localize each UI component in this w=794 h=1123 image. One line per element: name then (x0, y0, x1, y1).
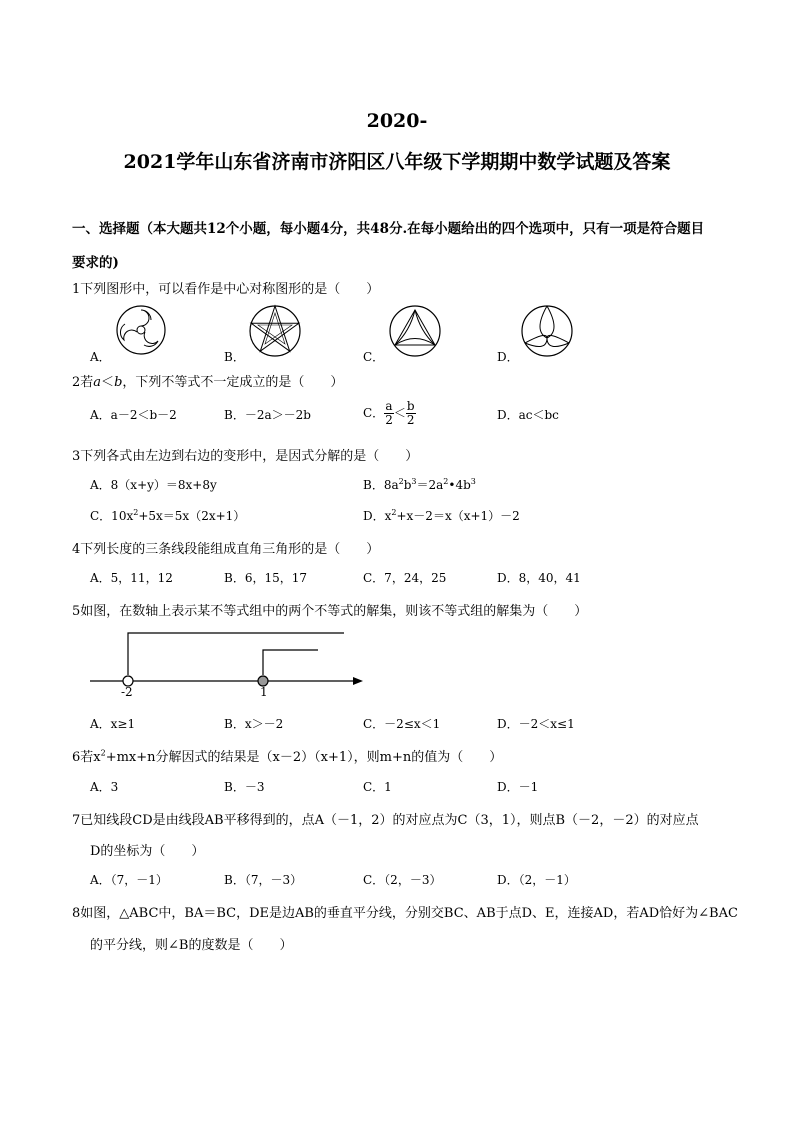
section-heading-line-1: 一、选择题（本大题共12个小题，每小题4分，共48分.在每小题给出的四个选项中，只有一项是符合题目 (72, 221, 705, 237)
q1-option-c: C． (363, 350, 385, 364)
q2-option-a: A．a－2＜b－2 (90, 408, 177, 422)
section-heading-line-2: 要求的) (72, 255, 119, 271)
q3-option-b: B．$8a^2b^3=2a^2•4b^3$ (363, 477, 476, 492)
q7-option-c: C．（2，－3） (363, 873, 442, 887)
q3-stem: 3下列各式由左边到右边的变形中，是因式分解的是（ ） (72, 449, 419, 464)
q1-stem: 1下列图形中，可以看作是中心对称图形的是（ ） (72, 282, 380, 297)
q4-option-b: B．6，15，17 (224, 571, 307, 585)
q6-option-d: D．－1 (497, 780, 539, 794)
q7-option-d: D．（2，－1） (497, 873, 576, 887)
q7-stem-line-2: D的坐标为（ ） (90, 844, 205, 859)
q3-option-d: D．$x^2+x-2=x(x+1)-2$ (363, 508, 520, 523)
q6-stem: 6若$x^2+mx+n$分解因式的结果是（x－2）（x+1），则m+n的值为（ ） (72, 748, 503, 765)
q4-stem: 4下列长度的三条线段能组成直角三角形的是（ ） (72, 542, 380, 557)
q5-stem: 5如图，在数轴上表示某不等式组中的两个不等式的解集，则该不等式组的解集为（ ） (72, 604, 588, 619)
q5-axis-label-left: -2 (121, 685, 133, 699)
q5-option-b: B．x＞－2 (224, 717, 284, 731)
q4-option-a: A．5，11，12 (90, 571, 173, 585)
q2-option-d: D．ac＜bc (497, 408, 559, 422)
q3-option-c: C．$10x^2+5x=5x(2x+1)$ (90, 508, 246, 523)
title-line-1: 2020- (366, 110, 428, 132)
q4-option-d: D．8，40，41 (497, 571, 581, 585)
q7-option-b: B．（7，－3） (224, 873, 303, 887)
q7-option-a: A．（7，－1） (90, 873, 168, 887)
q8-stem-line-2: 的平分线，则∠B的度数是（ ） (90, 938, 293, 953)
q1-figure-c (388, 304, 442, 358)
q1-figure-b (248, 304, 302, 358)
q5-option-d: D．－2＜x≤1 (497, 717, 575, 731)
q6-option-b: B．－3 (224, 780, 265, 794)
q1-option-d: D． (497, 350, 519, 364)
q5-option-c: C．－2≤x＜1 (363, 717, 441, 731)
q7-stem-line-1: 7已知线段CD是由线段AB平移得到的，点A（－1，2）的对应点为C（3，1），则点B（－2，－2）的对应点 (72, 813, 699, 828)
q5-axis-label-right: 1 (260, 685, 268, 699)
q1-option-b: B． (224, 350, 245, 364)
q3-option-a: A．8（x+y）＝8x+8y (90, 478, 217, 492)
q2-stem: 2若a＜b，下列不等式不一定成立的是（ ） (72, 375, 344, 390)
q6-option-a: A．3 (90, 780, 119, 794)
title-line-2: 2021学年山东省济南市济阳区八年级下学期期中数学试题及答案 (123, 151, 671, 173)
q1-option-a: A． (90, 350, 111, 364)
q1-figure-a (115, 304, 167, 356)
q2-option-b: B．－2a＞－2b (224, 408, 311, 422)
q4-option-c: C．7，24，25 (363, 571, 447, 585)
q8-stem-line-1: 8如图，△ABC中，BA＝BC，DE是边AB的垂直平分线，分别交BC、AB于点D、E，连接AD，若AD恰好为∠BAC (72, 906, 738, 921)
q6-option-c: C．1 (363, 780, 392, 794)
q2-option-c: C． $\frac{a}{2}$ ＜ $\frac{b}{2}$ (363, 399, 415, 427)
q5-option-a: A．x≥1 (90, 717, 136, 731)
q1-figure-d (520, 304, 574, 358)
